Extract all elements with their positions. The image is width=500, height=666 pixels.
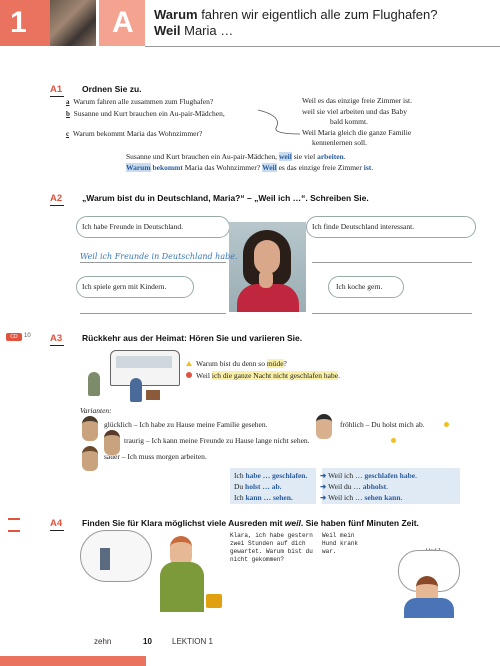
section-letter: A — [112, 6, 134, 39]
a1-example-line-2: Warum bekommt Maria das Wohnzimmer? Weil es das einzige freie Zimmer ist. — [126, 163, 374, 172]
dot-icon — [391, 438, 396, 443]
grammar-table — [234, 470, 417, 503]
a3-variant-1: glücklich – Ich habe zu Hause meine Familie gesehen. — [104, 420, 268, 429]
maria-photo — [229, 222, 306, 312]
a2-write-line-4 — [312, 313, 472, 314]
a3-question: Warum bist du denn so müde? — [186, 358, 340, 370]
cd-track-number: 10 — [24, 333, 31, 339]
face-cheerful-icon — [316, 414, 332, 439]
section-a2-label: A2 — [50, 193, 63, 204]
header-photo — [50, 0, 96, 46]
a2-write-line-2 — [312, 262, 472, 263]
speech-bubble-2: Weil mein Hund krank war. — [322, 532, 359, 555]
section-a3-label: A3 — [50, 333, 63, 344]
waiting-man-illustration — [80, 530, 230, 620]
arrow-icon: ➜ — [320, 482, 329, 491]
a3-variant-2: fröhlich – Du holst mich ab. — [340, 420, 425, 429]
a1-answers: Weil es das einzige freie Zimmer ist. weil sie viel arbeiten und das Baby bald kommt. Weil Maria gleich die ganze Familie kennenlernen soll. — [302, 96, 412, 147]
dot-icon — [444, 422, 449, 427]
a2-write-line-1 — [80, 262, 226, 263]
a3-variant-3: traurig – Ich kann meine Freunde zu Hause lange nicht sehen. — [124, 436, 310, 445]
klara-phone-illustration — [394, 540, 464, 616]
arrow-icon: ➜ — [320, 493, 329, 502]
a3-varianten-label: Varianten: — [80, 406, 112, 415]
face-angry-icon — [82, 446, 98, 471]
a2-bubble-text-2: Ich finde Deutschland interessant. — [312, 222, 415, 231]
a2-write-line-3 — [80, 313, 226, 314]
lesson-title: Warum fahren wir eigentlich alle zum Flughafen? Weil Maria … — [154, 7, 438, 38]
footer-page-number: 10 — [143, 637, 152, 646]
face-happy-icon — [82, 416, 98, 441]
a3-title: Rückkehr aus der Heimat: Hören Sie und variieren Sie. — [82, 333, 303, 343]
grammar-row-2: Du holst … ab. ➜ Weil du … abholst. — [234, 482, 388, 491]
footer-accent-bar — [0, 656, 146, 666]
a1-row-a: a Warum fahren alle zusammen zum Flughafen? — [66, 97, 214, 106]
group-activity-icon — [8, 518, 20, 532]
footer-word: zehn — [94, 637, 112, 646]
header-rule — [145, 46, 500, 47]
section-a4-label: A4 — [50, 518, 63, 529]
a1-row-c: c Warum bekommt Maria das Wohnzimmer? — [66, 129, 203, 138]
a1-title: Ordnen Sie zu. — [82, 84, 142, 94]
a3-answer: Weil ich die ganze Nacht nicht geschlafen habe. — [186, 370, 340, 382]
a4-title: Finden Sie für Klara möglichst viele Ausreden mit weil. Sie haben fünf Minuten Zeit. — [82, 518, 419, 528]
a3-dialogue — [186, 358, 340, 382]
a1-questions — [66, 96, 225, 140]
chapter-number: 1 — [10, 6, 27, 39]
airport-arrival-illustration — [80, 346, 180, 406]
a1-example-line-1: Susanne und Kurt brauchen ein Au-pair-Mädchen, weil sie viel arbeiten. — [126, 152, 346, 161]
a2-title: „Warum bist du in Deutschland, Maria?“ – „Weil ich …“. Schreiben Sie. — [82, 193, 369, 203]
a1-connector-line — [248, 98, 308, 138]
grammar-row-3: Ich kann … sehen. ➜ Weil ich … sehen kann. — [234, 493, 403, 502]
grammar-row-1: Ich habe … geschlafen. ➜ Weil ich … geschlafen habe. — [234, 471, 417, 480]
a2-bubble-text-1: Ich habe Freunde in Deutschland. — [82, 222, 184, 231]
a2-handwritten-answer: Weil ich Freunde in Deutschland habe. — [80, 252, 238, 261]
speech-bubble-1: Klara, ich habe gestern zwei Stunden auf dich gewartet. Warum bist du nicht gekommen? — [230, 532, 313, 563]
a2-bubble-text-3: Ich spiele gern mit Kindern. — [82, 282, 167, 291]
a3-variant-4: sauer – Ich muss morgen arbeiten. — [104, 452, 207, 461]
footer-lesson: LEKTION 1 — [172, 637, 213, 646]
arrow-icon: ➜ — [320, 471, 329, 480]
a1-row-b: b Susanne und Kurt brauchen ein Au-pair-Mädchen, — [66, 109, 225, 118]
section-a1-label: A1 — [50, 84, 63, 95]
a2-bubble-text-4: Ich koche gern. — [336, 282, 383, 291]
cd-track-icon: CD — [6, 333, 22, 341]
